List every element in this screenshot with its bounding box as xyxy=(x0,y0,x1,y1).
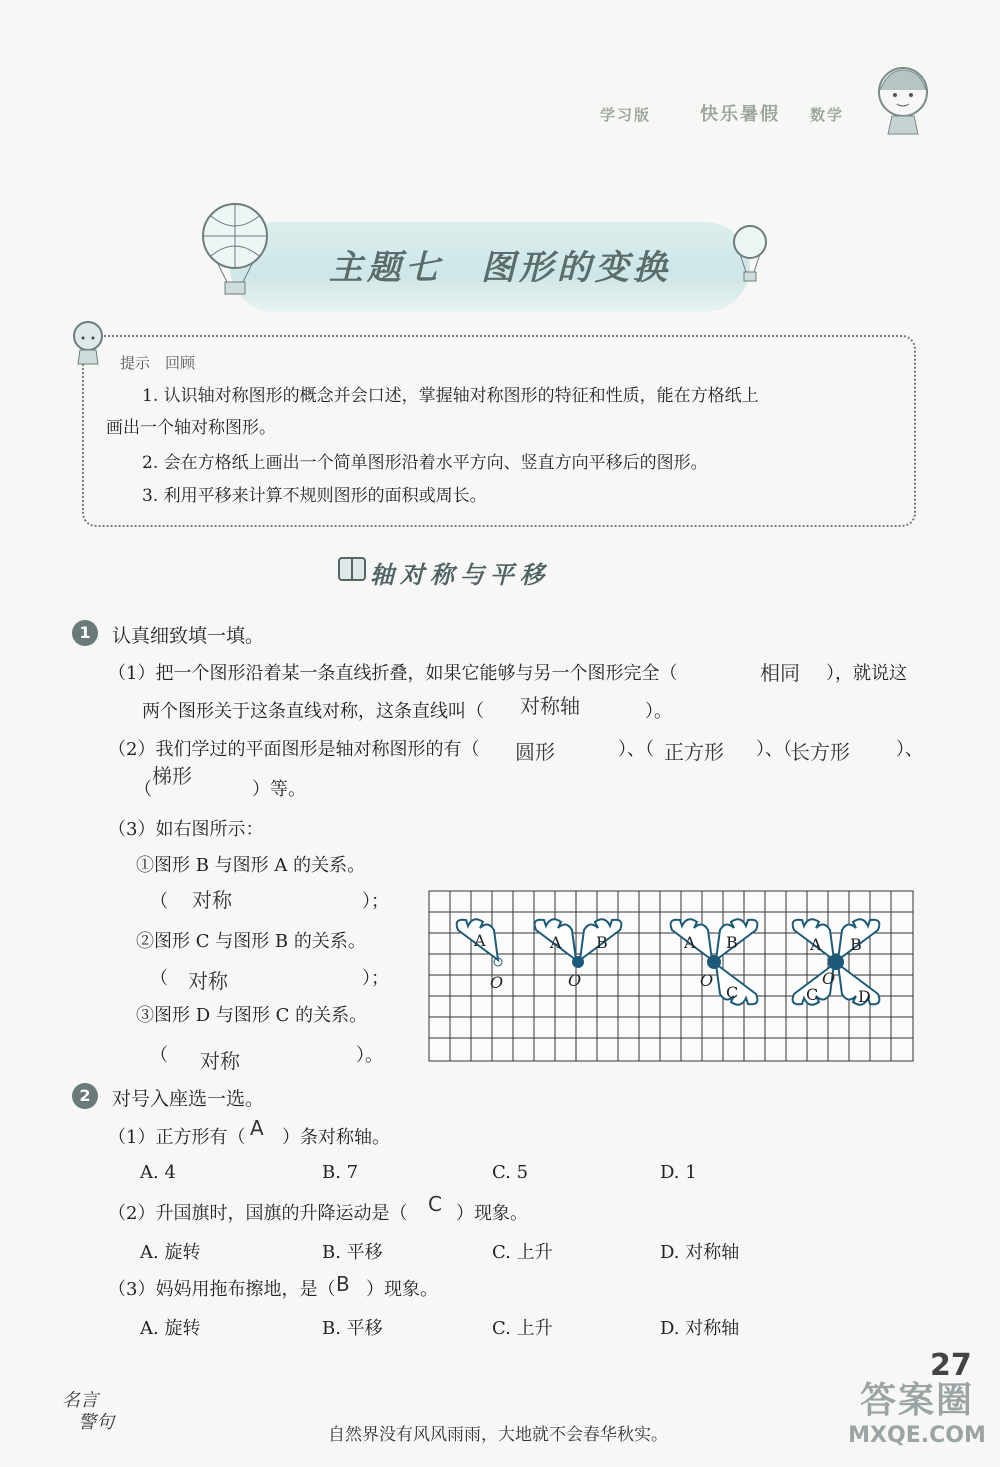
fig3-label-O: O xyxy=(700,971,714,990)
watermark-text: 答案圈 xyxy=(859,1380,974,1421)
footer-quote: 自然界没有风风雨雨，大地就不会春华秋实。 xyxy=(328,1425,668,1445)
q1-p2-answer-4: 梯形 xyxy=(152,764,192,788)
q2-item-2-option-b: B. 平移 xyxy=(322,1242,383,1263)
fig4-label-D: D xyxy=(858,987,871,1006)
hot-air-balloon-icon xyxy=(195,200,275,300)
fig3-label-C: C xyxy=(726,983,739,1002)
q1-sub-1-open: （ xyxy=(150,891,168,912)
fig1-label-O: O xyxy=(490,973,504,992)
tips-label: 提示 回顾 xyxy=(120,354,196,372)
tip-line-4: 3. 利用平移来计算不规则图形的面积或周长。 xyxy=(142,486,487,506)
q1-p1-answer-2: 对称轴 xyxy=(520,694,580,718)
q2-item-2-option-c: C. 上升 xyxy=(492,1242,553,1263)
watermark xyxy=(842,1372,992,1448)
tip-girl-icon xyxy=(66,318,110,368)
q2-item-3-answer: B xyxy=(336,1272,350,1296)
fig3-label-B: B xyxy=(726,933,738,952)
q1-sub-3: ③图形 D 与图形 C 的关系。 xyxy=(136,1005,368,1026)
q1-p2-open: （ xyxy=(134,779,152,800)
cartoon-girl-icon xyxy=(868,62,938,142)
q2-item-2-post: ）现象。 xyxy=(456,1203,528,1224)
fig2-label-A: A xyxy=(550,933,562,952)
q1-sub-3-close: ）。 xyxy=(356,1045,383,1066)
header-subject: 数学 xyxy=(810,106,845,124)
motto-label-line-1: 名言 xyxy=(62,1390,98,1411)
question-2-badge: 2 xyxy=(72,1083,98,1109)
q2-item-1-option-c: C. 5 xyxy=(492,1162,529,1183)
q1-sub-1: ①图形 B 与图形 A 的关系。 xyxy=(136,855,366,876)
book-icon xyxy=(335,552,369,586)
symmetry-grid-figure xyxy=(428,890,914,1062)
q1-sub-3-answer: 对称 xyxy=(200,1049,240,1073)
fig4-label-B: B xyxy=(850,935,862,954)
q1-p2-end-1: ）、 xyxy=(896,739,923,760)
small-balloon-icon xyxy=(728,220,773,290)
motto-label-line-2: 警句 xyxy=(78,1412,114,1433)
q1-p2-answer-2: 正方形 xyxy=(664,740,724,764)
fig2-label-B: B xyxy=(596,933,608,952)
page-title: 主题七 图形的变换 xyxy=(329,248,671,288)
header-series: 学习版 xyxy=(600,106,652,124)
q1-p2-sep-1: ）、（ xyxy=(618,739,654,760)
q2-item-3-post: ）现象。 xyxy=(366,1279,438,1300)
q2-item-1-option-a: A. 4 xyxy=(140,1162,176,1183)
page-number: 27 xyxy=(930,1348,972,1383)
q1-sub-2: ②图形 C 与图形 B 的关系。 xyxy=(136,931,366,952)
q1-p3-text: （3）如右图所示： xyxy=(108,819,264,840)
q2-item-1-option-b: B. 7 xyxy=(322,1162,359,1183)
q1-p1-text-c: 两个图形关于这条直线对称，这条直线叫（ xyxy=(142,701,484,722)
q2-item-2-option-a: A. 旋转 xyxy=(140,1242,201,1263)
q1-p2-text-a: （2）我们学过的平面图形是轴对称图形的有（ xyxy=(108,739,480,760)
q1-sub-2-close: ）； xyxy=(362,968,389,989)
fig1-label-A: A xyxy=(474,931,486,950)
tip-line-1: 1. 认识轴对称图形的概念并会口述，掌握轴对称图形的特征和性质，能在方格纸上 xyxy=(142,386,759,406)
q2-item-1-answer: A xyxy=(250,1116,264,1140)
question-2-title: 对号入座选一选。 xyxy=(112,1088,265,1110)
q2-item-1-option-d: D. 1 xyxy=(660,1162,697,1183)
fig2-label-O: O xyxy=(568,971,582,990)
question-1-title: 认真细致填一填。 xyxy=(112,625,265,647)
q2-item-2-answer: C xyxy=(428,1192,442,1216)
q1-p1-text-a: （1）把一个图形沿着某一条直线折叠，如果它能够与另一个图形完全（ xyxy=(108,663,678,684)
q2-item-3-option-b: B. 平移 xyxy=(322,1318,383,1339)
q2-item-3-option-c: C. 上升 xyxy=(492,1318,553,1339)
q2-item-2-option-d: D. 对称轴 xyxy=(660,1242,740,1263)
question-1-badge: 1 xyxy=(72,620,98,646)
q1-p2-answer-1: 圆形 xyxy=(515,740,555,764)
fig4-label-O: O xyxy=(822,969,836,988)
q2-item-3-option-a: A. 旋转 xyxy=(140,1318,201,1339)
q2-item-3-option-d: D. 对称轴 xyxy=(660,1318,740,1339)
watermark-url: MXQE.COM xyxy=(848,1423,986,1448)
q1-p1-text-b: ），就说这 xyxy=(826,663,907,684)
q1-p1-text-d: ）。 xyxy=(645,701,672,722)
q2-item-3-pre: （3）妈妈用拖布擦地，是（ xyxy=(108,1279,336,1300)
tip-line-3: 2. 会在方格纸上画出一个简单图形沿着水平方向、竖直方向平移后的图形。 xyxy=(142,453,708,473)
q2-item-1-pre: （1）正方形有（ xyxy=(108,1127,246,1148)
motto-label xyxy=(62,1390,114,1434)
q1-p1-answer-1: 相同 xyxy=(760,661,800,685)
q1-sub-1-answer: 对称 xyxy=(192,888,232,912)
q1-p2-sep-2: ）、（ xyxy=(756,739,792,760)
header-book-name: 快乐暑假 xyxy=(700,104,780,125)
fig4-label-A: A xyxy=(810,935,822,954)
q2-item-2-pre: （2）升国旗时，国旗的升降运动是（ xyxy=(108,1203,408,1224)
tip-line-2: 画出一个轴对称图形。 xyxy=(106,418,276,438)
q1-p2-end-2: ）等。 xyxy=(252,779,306,800)
q1-p2-answer-3: 长方形 xyxy=(790,740,850,764)
fig4-label-C: C xyxy=(806,985,819,1004)
q1-sub-2-answer: 对称 xyxy=(188,969,228,993)
fig3-label-A: A xyxy=(684,933,696,952)
q1-sub-2-open: （ xyxy=(150,968,168,989)
q1-sub-3-open: （ xyxy=(150,1045,168,1066)
q1-sub-1-close: ）； xyxy=(362,891,389,912)
section-title: 轴对称与平移 xyxy=(370,561,550,589)
q2-item-1-post: ）条对称轴。 xyxy=(282,1127,390,1148)
